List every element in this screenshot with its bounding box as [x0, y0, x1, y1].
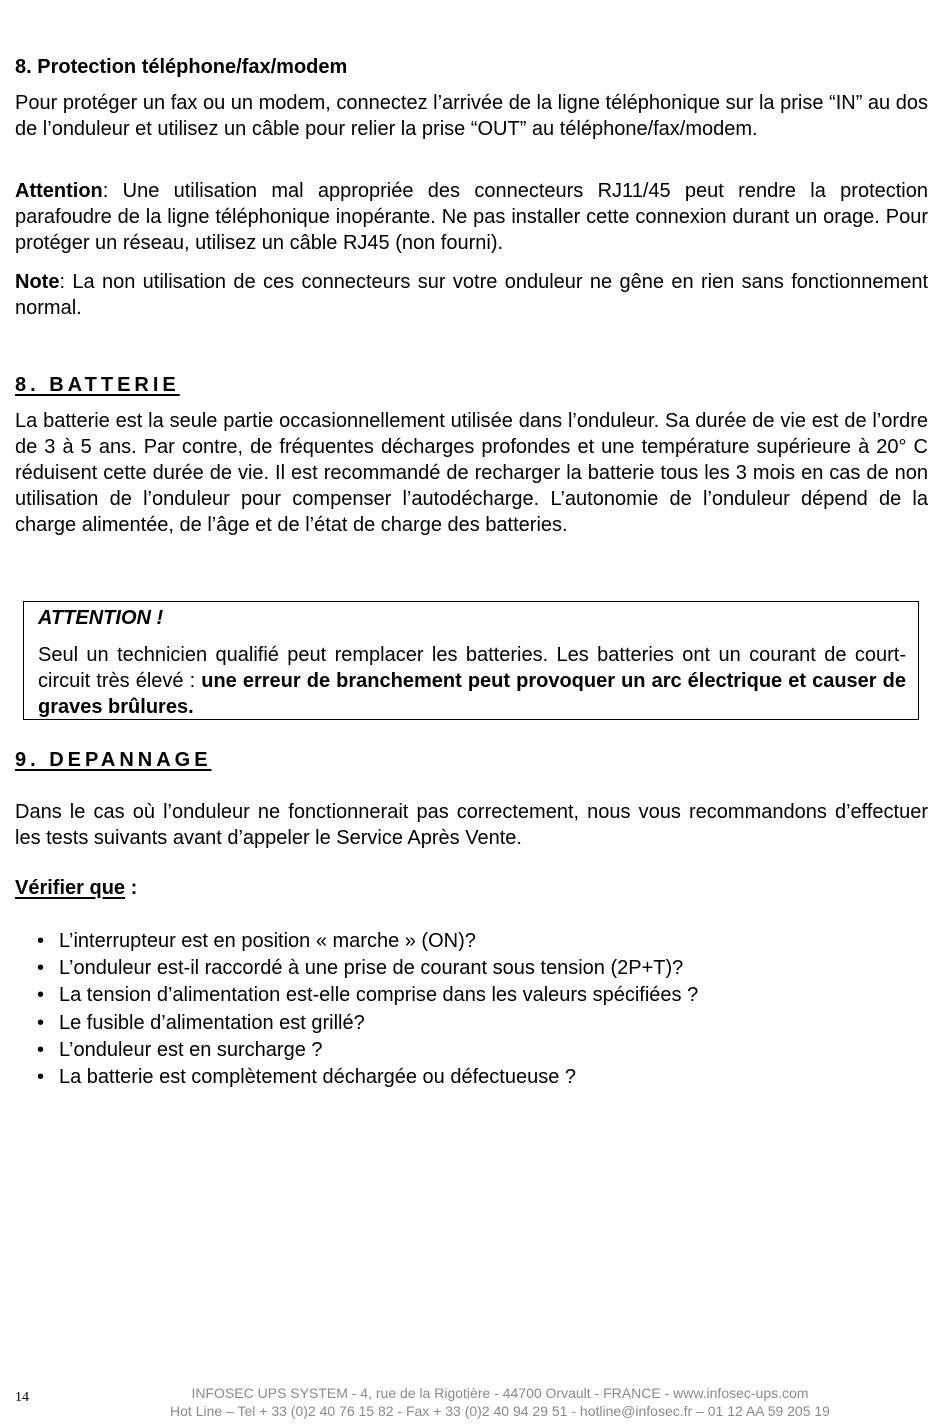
- bullet-icon: •: [37, 1038, 45, 1061]
- bullet-icon: •: [37, 984, 45, 1007]
- bullet-icon: •: [37, 1011, 45, 1034]
- section-heading-depannage: 9. DEPANNAGE: [15, 749, 212, 771]
- paragraph-depannage-intro: Dans le cas où l’onduleur ne fonctionnerait pas correctement, nous vous recommandons d’effectuer les tests suivants avant d’appeler le Service Après Vente.: [15, 801, 928, 849]
- check-label: Vérifier que: [15, 877, 126, 899]
- paragraph-protection: Pour protéger un fax ou un modem, connectez l’arrivée de la ligne téléphonique sur la prise “IN” au dos de l’onduleur et utilisez un câble pour relier la prise “OUT” au téléphone/fax/modem.: [15, 92, 928, 140]
- note-label: Note: [15, 271, 60, 293]
- list-item: • La tension d’alimentation est-elle comprise dans les valeurs spécifiées ?: [15, 982, 698, 1009]
- paragraph-attention: [15, 178, 928, 256]
- list-item: • L’onduleur est en surcharge ?: [15, 1037, 698, 1064]
- bullet-icon: •: [37, 957, 45, 980]
- attention-label: Attention: [15, 180, 103, 202]
- paragraph-batterie: La batterie est la seule partie occasionnellement utilisée dans l’onduleur. Sa durée de vie est de l’ordre de 3 à 5 ans. Par contre, de fréquentes décharges profondes et une température supérieure à 20° C réduisent cette durée de vie. Il est recommandé de recharger la batterie tous les 3 mois en cas de non utilisation de l’onduleur pour compenser l’autodécharge. L’autonomie de l’onduleur dépend de la charge alimentée, de l’âge et de l’état de charge des batteries.: [15, 410, 928, 536]
- warning-text-bold: une erreur de branchement peut provoquer un arc électrique et causer de graves brûlures.: [38, 670, 906, 718]
- section-heading-batterie: 8. BATTERIE: [15, 374, 180, 396]
- check-heading: [15, 875, 928, 901]
- bullet-icon: •: [37, 930, 45, 952]
- warning-text: [38, 642, 906, 720]
- footer-line-2: Hot Line – Tel + 33 (0)2 40 76 15 82 - Fax + 33 (0)2 40 94 29 51 - hotline@infosec.fr – 01 12 AA 59 205 19: [170, 1403, 830, 1419]
- footer-line-1: INFOSEC UPS SYSTEM - 4, rue de la Rigotière - 44700 Orvault - FRANCE - www.infosec-ups.com: [191, 1385, 809, 1401]
- attention-text: : Une utilisation mal appropriée des connecteurs RJ11/45 peut rendre la protection parafoudre de la ligne téléphonique inopérante. Ne pas installer cette connexion durant un orage. Pour protéger un réseau, utilisez un câble RJ45 (non fourni).: [15, 180, 928, 254]
- check-list: [15, 928, 698, 1091]
- list-item: • La batterie est complètement déchargée ou défectueuse ?: [15, 1064, 698, 1091]
- warning-box: [23, 601, 919, 720]
- list-item: • L’interrupteur est en position « marche » (ON)?: [15, 928, 698, 955]
- note-text: : La non utilisation de ces connecteurs sur votre onduleur ne gêne en rien sans fonctionnement normal.: [15, 271, 928, 319]
- check-suffix: :: [125, 877, 138, 899]
- bullet-icon: •: [37, 1066, 45, 1089]
- section-heading-protection: 8. Protection téléphone/fax/modem: [15, 56, 348, 78]
- list-item: • L’onduleur est-il raccordé à une prise de courant sous tension (2P+T)?: [15, 955, 698, 982]
- warning-title: ATTENTION !: [38, 607, 164, 629]
- paragraph-note: [15, 269, 928, 321]
- warning-text-normal: Seul un technicien qualifié peut remplacer les batteries. Les batteries ont un courant de court-circuit très élevé :: [38, 644, 906, 692]
- list-item: • Le fusible d’alimentation est grillé?: [15, 1010, 698, 1037]
- page-number: 14: [15, 1390, 29, 1405]
